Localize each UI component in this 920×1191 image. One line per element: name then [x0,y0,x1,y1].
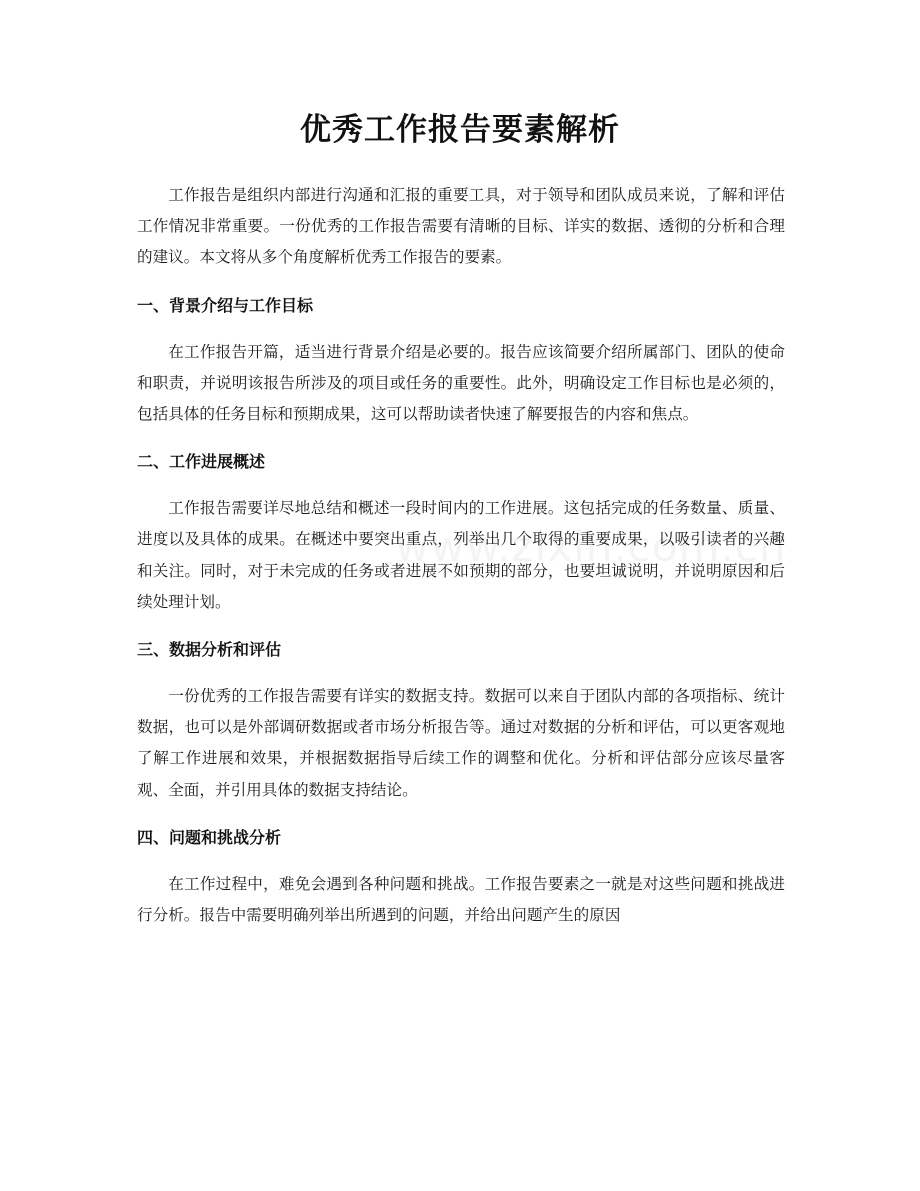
section-body-progress: 工作报告需要详尽地总结和概述一段时间内的工作进展。这包括完成的任务数量、质量、进度以及具体的成果。在概述中要突出重点，列举出几个取得的重要成果，以吸引读者的兴趣和关注。同时，对于未完成的任务或者进展不如预期的部分，也要坦诚说明，并说明原因和后续处理计划。 [137,499,785,611]
document-body [137,180,785,931]
section-heading-background: 一、背景介绍与工作目标 [137,295,314,315]
section-body-problems: 在工作过程中，难免会遇到各种问题和挑战。工作报告要素之一就是对这些问题和挑战进行分析。报告中需要明确列举出所遇到的问题，并给出问题产生的原因 [137,874,785,925]
document-title: 优秀工作报告要素解析 [300,112,620,148]
section-heading-problems: 四、问题和挑战分析 [137,827,282,847]
section-body-background: 在工作报告开篇，适当进行背景介绍是必要的。报告应该简要介绍所属部门、团队的使命和职责，并说明该报告所涉及的项目或任务的重要性。此外，明确设定工作目标也是必须的，包括具体的任务目标和预期成果，这可以帮助读者快速了解要报告的内容和焦点。 [137,342,785,424]
section-body-data-analysis: 一份优秀的工作报告需要有详实的数据支持。数据可以来自于团队内部的各项指标、统计数据，也可以是外部调研数据或者市场分析报告等。通过对数据的分析和评估，可以更客观地了解工作进展和效果，并根据数据指导后续工作的调整和优化。分析和评估部分应该尽量客观、全面，并引用具体的数据支持结论。 [137,687,785,799]
section-heading-progress: 二、工作进展概述 [137,452,266,472]
intro-paragraph: 工作报告是组织内部进行沟通和汇报的重要工具，对于领导和团队成员来说，了解和评估工作情况非常重要。一份优秀的工作报告需要有清晰的目标、详实的数据、透彻的分析和合理的建议。本文将从多个角度解析优秀工作报告的要素。 [137,186,785,267]
section-heading-data-analysis: 三、数据分析和评估 [137,640,282,660]
